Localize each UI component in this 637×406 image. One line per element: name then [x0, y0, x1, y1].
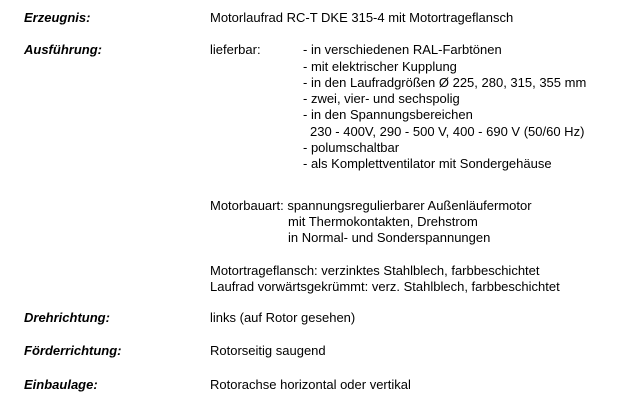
lieferbar-list [303, 42, 637, 172]
einbaulage-value: Rotorachse horizontal oder vertikal [210, 376, 411, 392]
drehrichtung-value: links (auf Rotor gesehen) [210, 310, 356, 326]
einbaulage-label: Einbaulage: [24, 376, 98, 392]
lieferbar-item: - mit elektrischer Kupplung [303, 58, 457, 74]
material-line: Motortrageflansch: verzinktes Stahlblech, farbbeschichtet [210, 262, 540, 278]
motorbauart-line: in Normal- und Sonderspannungen [288, 230, 491, 246]
field-row-foerderrichtung [24, 343, 637, 359]
field-row-drehrichtung [24, 310, 637, 326]
field-row-erzeugnis [24, 10, 637, 26]
motorbauart-text: spannungsregulierbarer Außenläufermotor [287, 197, 532, 213]
lieferbar-label: lieferbar: [210, 42, 261, 58]
field-row-einbaulage [24, 377, 637, 393]
lieferbar-item: - in verschiedenen RAL-Farbtönen [303, 42, 502, 58]
lieferbar-item-continuation: 230 - 400V, 290 - 500 V, 400 - 690 V (50/60 Hz) [310, 123, 585, 139]
motorbauart-line [210, 198, 637, 214]
foerderrichtung-value: Rotorseitig saugend [210, 343, 326, 359]
lieferbar-item: - polumschaltbar [303, 140, 400, 156]
ausfuehrung-value [210, 42, 637, 295]
motorbauart-label: Motorbauart: [210, 197, 284, 213]
material-line: Laufrad vorwärtsgekrümmt: verz. Stahlblech, farbbeschichtet [210, 278, 560, 294]
motorbauart-block [210, 198, 637, 247]
lieferbar-item: - als Komplettventilator mit Sondergehäuse [303, 156, 552, 172]
ausfuehrung-label: Ausführung: [24, 42, 102, 58]
materials-block [210, 263, 637, 296]
foerderrichtung-label: Förderrichtung: [24, 343, 122, 359]
lieferbar-item: - zwei, vier- und sechspolig [303, 91, 460, 107]
lieferbar-item: - in den Laufradgrößen Ø 225, 280, 315, 355 mm [303, 74, 587, 90]
lieferbar-item: - in den Spannungsbereichen [303, 107, 473, 123]
field-row-ausfuehrung [24, 42, 637, 295]
erzeugnis-label: Erzeugnis: [24, 10, 91, 25]
erzeugnis-value: Motorlaufrad RC-T DKE 315-4 mit Motortrageflansch [210, 10, 514, 25]
drehrichtung-label: Drehrichtung: [24, 310, 110, 326]
lieferbar-block [210, 42, 637, 172]
motorbauart-line: mit Thermokontakten, Drehstrom [288, 213, 478, 229]
